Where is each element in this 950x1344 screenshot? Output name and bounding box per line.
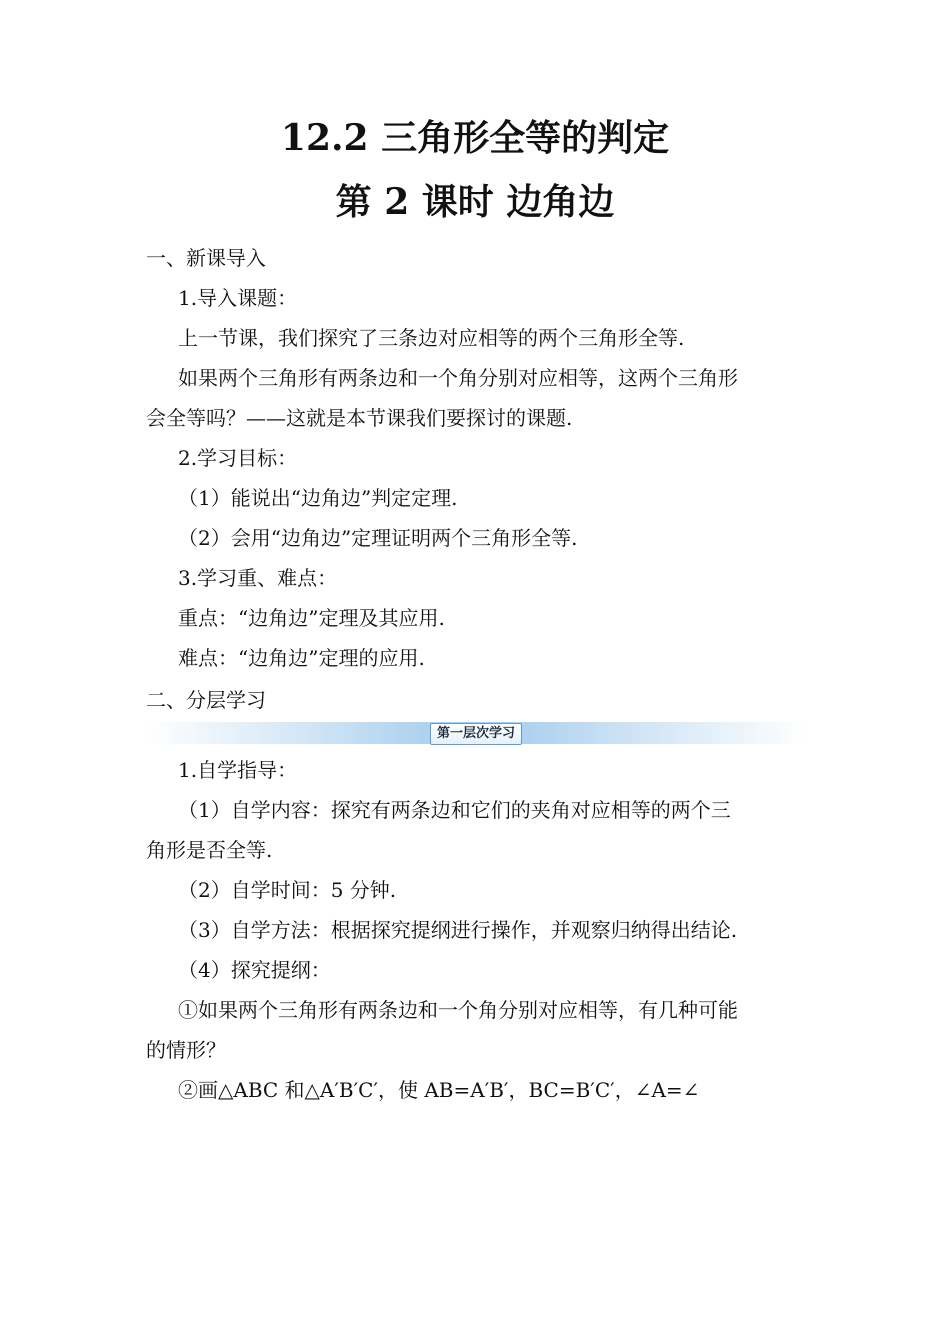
goal-item: （1）能说出“边角边”判定定理. [178,486,458,510]
self-study-guide: 1.自学指导： [178,758,298,782]
outline-item: ②画△ABC 和△A′B′C′，使 AB=A′B′，BC=B′C′，∠A=∠ [178,1078,700,1102]
guide-item: （3）自学方法：根据探究提纲进行操作，并观察归纳得出结论. [178,918,738,942]
key-point: 重点：“边角边”定理及其应用. [178,606,445,630]
intro-item-3: 3.学习重、难点： [178,566,338,590]
outline-item: 的情形？ [146,1038,226,1062]
intro-item-2: 2.学习目标： [178,446,298,470]
outline-item: ①如果两个三角形有两条边和一个角分别对应相等，有几种可能 [178,998,738,1022]
page-title: 12.2 三角形全等的判定 [280,117,670,159]
section-heading-layered: 二、分层学习 [146,688,266,712]
level-banner [146,722,806,744]
goal-item: （2）会用“边角边”定理证明两个三角形全等. [178,526,578,550]
difficult-point: 难点：“边角边”定理的应用. [178,646,425,670]
intro-paragraph: 如果两个三角形有两条边和一个角分别对应相等，这两个三角形 [178,366,738,390]
intro-item-1: 1.导入课题： [178,286,298,310]
guide-item: （2）自学时间：5 分钟. [178,878,397,902]
level-banner-label: 第一层次学习 [430,723,522,745]
intro-paragraph: 会全等吗？——这就是本节课我们要探讨的课题. [146,406,573,430]
lesson-subtitle: 第 2 课时 边角边 [335,181,615,223]
section-heading-intro: 一、新课导入 [146,246,266,270]
guide-item: （1）自学内容：探究有两条边和它们的夹角对应相等的两个三 [178,798,731,822]
intro-paragraph: 上一节课，我们探究了三条边对应相等的两个三角形全等. [178,326,685,350]
guide-item: 角形是否全等. [146,838,273,862]
guide-item: （4）探究提纲： [178,958,331,982]
